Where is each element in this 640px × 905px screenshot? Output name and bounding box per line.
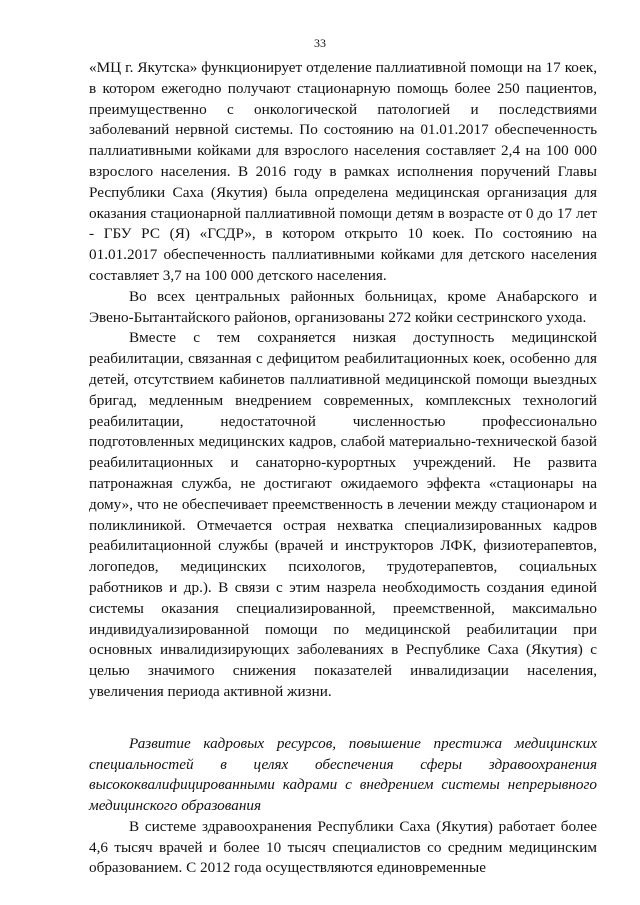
paragraph-staffing: В системе здравоохранения Республики Саха (Якутия) работает более 4,6 тысяч врачей и более 10 тысяч специалистов со средним медицинским образованием. С 2012 года осуществляются единовременные	[89, 817, 597, 877]
paragraph-palliative-care: «МЦ г. Якутска» функционирует отделение паллиативной помощи на 17 коек, в котором ежегодно получают стационарную помощь более 250 пациентов, преимущественно с онкологической патологией и последствиями заболеваний нервной системы. По состоянию на 01.01.2017 обеспеченность паллиативными койками для взрослого населения составляет 2,4 на 100 000 взрослого населения. В 2016 году в рамках исполнения поручений Главы Республики Саха (Якутия) была определена медицинская организация для оказания стационарной паллиативной помощи детям в возрасте от 0 до 17 лет - ГБУ РС (Я) «ГСДР», в котором открыто 10 коек. По состоянию на 01.01.2017 обеспеченность паллиативными койками для детского населения составляет 3,7 на 100 000 детского населения.	[89, 59, 597, 284]
paragraph-nursing-beds: Во всех центральных районных больницах, кроме Анабарского и Эвено-Бытантайского районов, организованы 272 койки сестринского ухода.	[89, 287, 597, 326]
section-heading: Развитие кадровых ресурсов, повышение престижа медицинских специальностей в целях обеспечения сферы здравоохранения высококвалифицированными кадрами с внедрением системы непрерывного медицинского образования	[89, 734, 597, 815]
document-body	[89, 58, 597, 879]
page-number: 33	[314, 36, 326, 50]
paragraph-rehabilitation: Вместе с тем сохраняется низкая доступность медицинской реабилитации, связанная с дефицитом реабилитационных коек, особенно для детей, отсутствием кабинетов паллиативной медицинской помощи выездных бригад, медленным внедрением современных, комплексных технологий реабилитации, недостаточной численностью профессионально подготовленных медицинских кадров, слабой материально-технической базой реабилитационных и санаторно-курортных учреждений. Не развита патронажная служба, не достигают ожидаемого эффекта «стационары на дому», что не обеспечивает преемственность в лечении между стационаром и поликлиникой. Отмечается острая нехватка специализированных кадров реабилитационной службы (врачей и инструкторов ЛФК, физиотерапевтов, логопедов, медицинских психологов, трудотерапевтов, социальных работников и др.). В связи с этим назрела необходимость создания единой системы оказания специализированной, преемственной, максимально индивидуализированной помощи по медицинской реабилитации при основных инвалидизирующих заболеваниях в Республике Саха (Якутия) с целью значимого снижения показателей инвалидизации населения, увеличения периода активной жизни.	[89, 329, 597, 700]
